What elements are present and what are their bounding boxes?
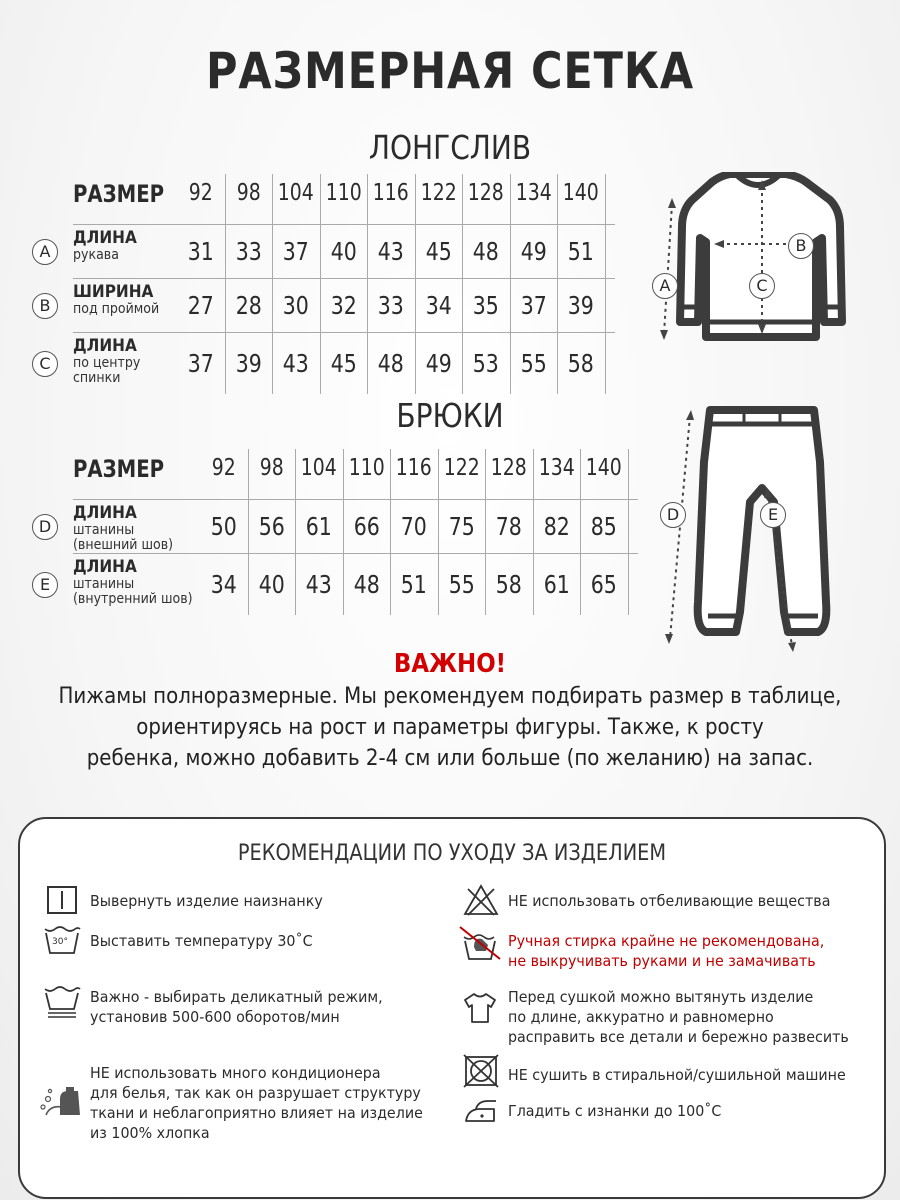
longsleeve-value-A-116: 43 bbox=[377, 237, 404, 266]
pants-size-110: 110 bbox=[348, 455, 385, 481]
longsleeve-size-header: РАЗМЕР bbox=[73, 180, 165, 208]
longsleeve-size-128: 128 bbox=[467, 180, 504, 206]
longsleeve-value-B-98: 28 bbox=[235, 291, 262, 320]
shirt-icon bbox=[462, 991, 498, 1025]
pants-value-E-140: 65 bbox=[590, 570, 617, 599]
page-title: РАЗМЕРНАЯ СЕТКА bbox=[206, 42, 694, 100]
care-left-3: Важно - выбирать деликатный режим, установив 500-600 оборотов/мин bbox=[90, 988, 383, 1026]
pants-value-D-134: 82 bbox=[543, 512, 570, 541]
longsleeve-value-B-128: 35 bbox=[472, 291, 499, 320]
longsleeve-row-divider bbox=[73, 332, 615, 333]
pants-value-E-92: 34 bbox=[210, 570, 237, 599]
longsleeve-row-label: ДЛИНА bbox=[73, 228, 137, 248]
care-right-1: НЕ использовать отбеливающие вещества bbox=[508, 892, 831, 910]
longsleeve-value-A-122: 45 bbox=[425, 237, 452, 266]
longsleeve-value-C-134: 55 bbox=[520, 349, 547, 378]
care-recommendations-box bbox=[18, 817, 886, 1199]
longsleeve-value-B-110: 32 bbox=[330, 291, 357, 320]
pants-value-D-128: 78 bbox=[495, 512, 522, 541]
longsleeve-size-104: 104 bbox=[277, 180, 314, 206]
pants-row-label: ДЛИНА bbox=[73, 503, 137, 523]
pants-size-128: 128 bbox=[490, 455, 527, 481]
pants-value-D-140: 85 bbox=[590, 512, 617, 541]
pants-size-104: 104 bbox=[300, 455, 337, 481]
longsleeve-value-A-104: 37 bbox=[282, 237, 309, 266]
important-line-1: Пижамы полноразмерные. Мы рекомендуем подбирать размер в таблице, bbox=[58, 684, 842, 709]
longsleeve-value-A-110: 40 bbox=[330, 237, 357, 266]
longsleeve-value-C-128: 53 bbox=[472, 349, 499, 378]
pants-section-title: БРЮКИ bbox=[396, 396, 504, 435]
important-title: ВАЖНО! bbox=[393, 649, 507, 679]
longsleeve-value-C-104: 43 bbox=[282, 349, 309, 378]
pants-value-E-116: 51 bbox=[400, 570, 427, 599]
pants-row-sublabel: (внешний шов) bbox=[73, 537, 174, 553]
longsleeve-row-divider bbox=[73, 278, 615, 279]
pants-row-label: ДЛИНА bbox=[73, 557, 137, 577]
longsleeve-value-B-134: 37 bbox=[520, 291, 547, 320]
pants-col-divider bbox=[438, 449, 439, 615]
longsleeve-size-134: 134 bbox=[515, 180, 552, 206]
pants-size-116: 116 bbox=[395, 455, 432, 481]
pants-value-E-98: 40 bbox=[258, 570, 285, 599]
no-tumble-dry-icon bbox=[462, 1053, 500, 1089]
diagram-label-b: B bbox=[788, 233, 814, 259]
care-title: РЕКОМЕНДАЦИИ ПО УХОДУ ЗА ИЗДЕЛИЕМ bbox=[237, 841, 667, 866]
longsleeve-row-letter-A: A bbox=[32, 239, 58, 265]
important-line-3: ребенка, можно добавить 2-4 см или больше (по желанию) на запас. bbox=[86, 746, 814, 771]
longsleeve-size-98: 98 bbox=[236, 180, 261, 206]
longsleeve-value-A-140: 51 bbox=[567, 237, 594, 266]
diagram-label-c: C bbox=[749, 273, 775, 299]
pants-value-D-104: 61 bbox=[305, 512, 332, 541]
pants-col-divider bbox=[248, 449, 249, 615]
longsleeve-col-divider bbox=[225, 174, 226, 394]
pants-value-E-110: 48 bbox=[353, 570, 380, 599]
pants-row-letter-D: D bbox=[32, 514, 58, 540]
longsleeve-value-C-98: 39 bbox=[235, 349, 262, 378]
pants-col-divider bbox=[343, 449, 344, 615]
pants-col-divider bbox=[628, 449, 629, 615]
longsleeve-size-140: 140 bbox=[562, 180, 599, 206]
care-right-2: Ручная стирка крайне не рекомендована, не выкручивать руками и не замачивать bbox=[508, 932, 825, 970]
longsleeve-row-sublabel: под проймой bbox=[73, 301, 160, 317]
pants-row-letter-E: E bbox=[32, 572, 58, 598]
pants-size-134: 134 bbox=[538, 455, 575, 481]
longsleeve-size-92: 92 bbox=[188, 180, 213, 206]
longsleeve-value-A-98: 33 bbox=[235, 237, 262, 266]
longsleeve-col-divider bbox=[415, 174, 416, 394]
pants-value-E-122: 55 bbox=[448, 570, 475, 599]
longsleeve-col-divider bbox=[510, 174, 511, 394]
care-left-2: Выставить температуру 30˚С bbox=[90, 932, 313, 950]
longsleeve-row-letter-C: C bbox=[32, 351, 58, 377]
longsleeve-size-122: 122 bbox=[420, 180, 457, 206]
pants-row-sublabel: (внутренний шов) bbox=[73, 591, 193, 607]
longsleeve-row-sublabel: рукава bbox=[73, 247, 119, 263]
longsleeve-value-C-140: 58 bbox=[567, 349, 594, 378]
pants-value-D-92: 50 bbox=[210, 512, 237, 541]
longsleeve-size-110: 110 bbox=[325, 180, 362, 206]
longsleeve-row-divider bbox=[73, 224, 615, 225]
longsleeve-row-letter-B: B bbox=[32, 293, 58, 319]
diagram-label-d: D bbox=[660, 502, 686, 528]
wash-30-label: 30° bbox=[52, 937, 68, 947]
pants-size-140: 140 bbox=[585, 455, 622, 481]
longsleeve-value-A-92: 31 bbox=[187, 237, 214, 266]
longsleeve-value-C-116: 48 bbox=[377, 349, 404, 378]
longsleeve-row-label: ШИРИНА bbox=[73, 282, 154, 302]
longsleeve-value-B-92: 27 bbox=[187, 291, 214, 320]
pants-col-divider bbox=[295, 449, 296, 615]
longsleeve-col-divider bbox=[272, 174, 273, 394]
care-left-4: НЕ использовать много кондиционера для белья, так как он разрушает структуру ткани и неблагоприятно влияет на изделие из 100% хлопка bbox=[90, 1064, 423, 1142]
diagram-label-e: E bbox=[760, 502, 786, 528]
pants-value-D-110: 66 bbox=[353, 512, 380, 541]
care-right-5: Гладить с изнанки до 100˚С bbox=[508, 1102, 722, 1120]
longsleeve-value-A-134: 49 bbox=[520, 237, 547, 266]
longsleeve-col-divider bbox=[462, 174, 463, 394]
pants-col-divider bbox=[580, 449, 581, 615]
pants-row-sublabel: штанины bbox=[73, 576, 135, 592]
care-right-3: Перед сушкой можно вытянуть изделие по длине, аккуратно и равномерно расправить все детали и бережно развесить bbox=[508, 988, 849, 1046]
pants-size-header: РАЗМЕР bbox=[73, 455, 165, 483]
longsleeve-value-B-122: 34 bbox=[425, 291, 452, 320]
longsleeve-col-divider bbox=[605, 174, 606, 394]
longsleeve-row-sublabel: спинки bbox=[73, 370, 121, 386]
no-bleach-icon bbox=[462, 883, 500, 917]
longsleeve-value-C-92: 37 bbox=[187, 349, 214, 378]
pants-diagram bbox=[650, 402, 850, 662]
important-line-2: ориентируясь на рост и параметры фигуры. Также, к росту bbox=[136, 715, 764, 740]
pants-row-divider bbox=[73, 499, 638, 500]
pants-size-92: 92 bbox=[211, 455, 236, 481]
pants-col-divider bbox=[390, 449, 391, 615]
iron-icon bbox=[462, 1097, 500, 1125]
pants-value-E-134: 61 bbox=[543, 570, 570, 599]
softener-icon bbox=[38, 1085, 84, 1121]
longsleeve-value-A-128: 48 bbox=[472, 237, 499, 266]
longsleeve-value-B-104: 30 bbox=[282, 291, 309, 320]
care-right-4: НЕ сушить в стиральной/сушильной машине bbox=[508, 1066, 846, 1084]
longsleeve-row-label: ДЛИНА bbox=[73, 336, 137, 356]
longsleeve-value-B-116: 33 bbox=[377, 291, 404, 320]
longsleeve-value-B-140: 39 bbox=[567, 291, 594, 320]
pants-value-D-122: 75 bbox=[448, 512, 475, 541]
longsleeve-size-116: 116 bbox=[372, 180, 409, 206]
inside-out-icon bbox=[46, 885, 80, 915]
pants-row-divider bbox=[73, 553, 638, 554]
delicate-wash-icon bbox=[42, 985, 82, 1019]
pants-col-divider bbox=[485, 449, 486, 615]
diagram-label-a: A bbox=[652, 273, 678, 299]
longsleeve-section-title: ЛОНГСЛИВ bbox=[368, 128, 532, 167]
pants-value-D-116: 70 bbox=[400, 512, 427, 541]
pants-value-D-98: 56 bbox=[258, 512, 285, 541]
longsleeve-diagram bbox=[650, 172, 850, 352]
pants-value-E-104: 43 bbox=[305, 570, 332, 599]
care-left-1: Вывернуть изделие наизнанку bbox=[90, 892, 323, 910]
longsleeve-col-divider bbox=[557, 174, 558, 394]
pants-size-98: 98 bbox=[259, 455, 284, 481]
pants-col-divider bbox=[533, 449, 534, 615]
longsleeve-col-divider bbox=[320, 174, 321, 394]
longsleeve-value-C-110: 45 bbox=[330, 349, 357, 378]
pants-size-122: 122 bbox=[443, 455, 480, 481]
longsleeve-col-divider bbox=[367, 174, 368, 394]
longsleeve-value-C-122: 49 bbox=[425, 349, 452, 378]
pants-value-E-128: 58 bbox=[495, 570, 522, 599]
longsleeve-row-sublabel: по центру bbox=[73, 355, 141, 371]
no-hand-wash-icon bbox=[458, 923, 502, 963]
pants-row-sublabel: штанины bbox=[73, 522, 135, 538]
